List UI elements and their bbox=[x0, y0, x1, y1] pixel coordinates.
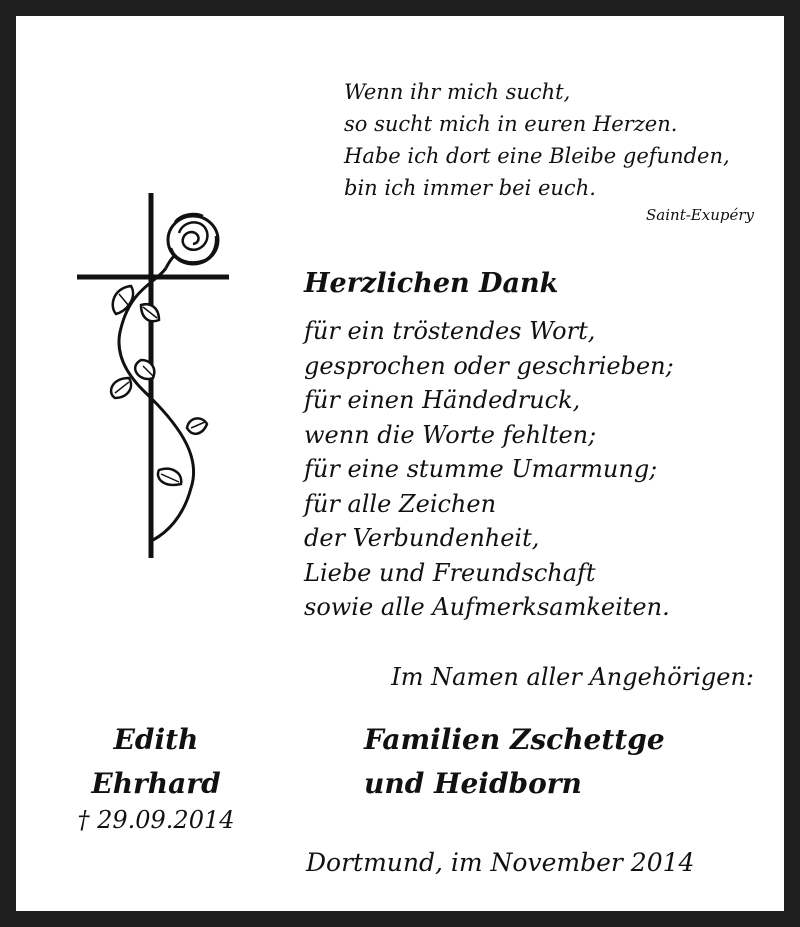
quote-author: Saint-Exupéry bbox=[646, 206, 754, 224]
relatives-intro: Im Namen aller Angehörigen: bbox=[391, 663, 754, 691]
thanks-line: sowie alle Aufmerksamkeiten. bbox=[304, 593, 670, 621]
thanks-line: für einen Händedruck, bbox=[304, 386, 581, 414]
thanks-line: Liebe und Freundschaft bbox=[304, 558, 596, 587]
family-line: und Heidborn bbox=[364, 767, 582, 800]
thanks-line: für eine stumme Umarmung; bbox=[304, 455, 658, 483]
deceased-first-name: Edith bbox=[113, 723, 199, 756]
quote-line: Wenn ihr mich sucht, bbox=[344, 80, 571, 104]
death-date: † 29.09.2014 bbox=[77, 806, 235, 834]
cross-with-rose-icon bbox=[71, 188, 236, 563]
quote-block bbox=[344, 76, 730, 204]
quote-line: Habe ich dort eine Bleibe gefunden, bbox=[344, 144, 730, 168]
thanks-text bbox=[304, 314, 674, 625]
family-line: Familien Zschettge bbox=[364, 723, 665, 756]
thanks-line: für ein tröstendes Wort, bbox=[304, 317, 596, 345]
thanks-line: für alle Zeichen bbox=[304, 489, 497, 518]
family-signature bbox=[364, 718, 665, 806]
thanks-title: Herzlichen Dank bbox=[304, 268, 559, 299]
thanks-line: gesprochen oder geschrieben; bbox=[304, 351, 674, 380]
deceased-name bbox=[56, 718, 256, 806]
place-date: Dortmund, im November 2014 bbox=[306, 848, 695, 877]
thanks-line: wenn die Worte fehlten; bbox=[304, 420, 597, 449]
deceased-last-name: Ehrhard bbox=[91, 767, 221, 800]
thanks-line: der Verbundenheit, bbox=[304, 524, 540, 552]
quote-line: so sucht mich in euren Herzen. bbox=[344, 112, 678, 136]
quote-line: bin ich immer bei euch. bbox=[344, 176, 596, 200]
